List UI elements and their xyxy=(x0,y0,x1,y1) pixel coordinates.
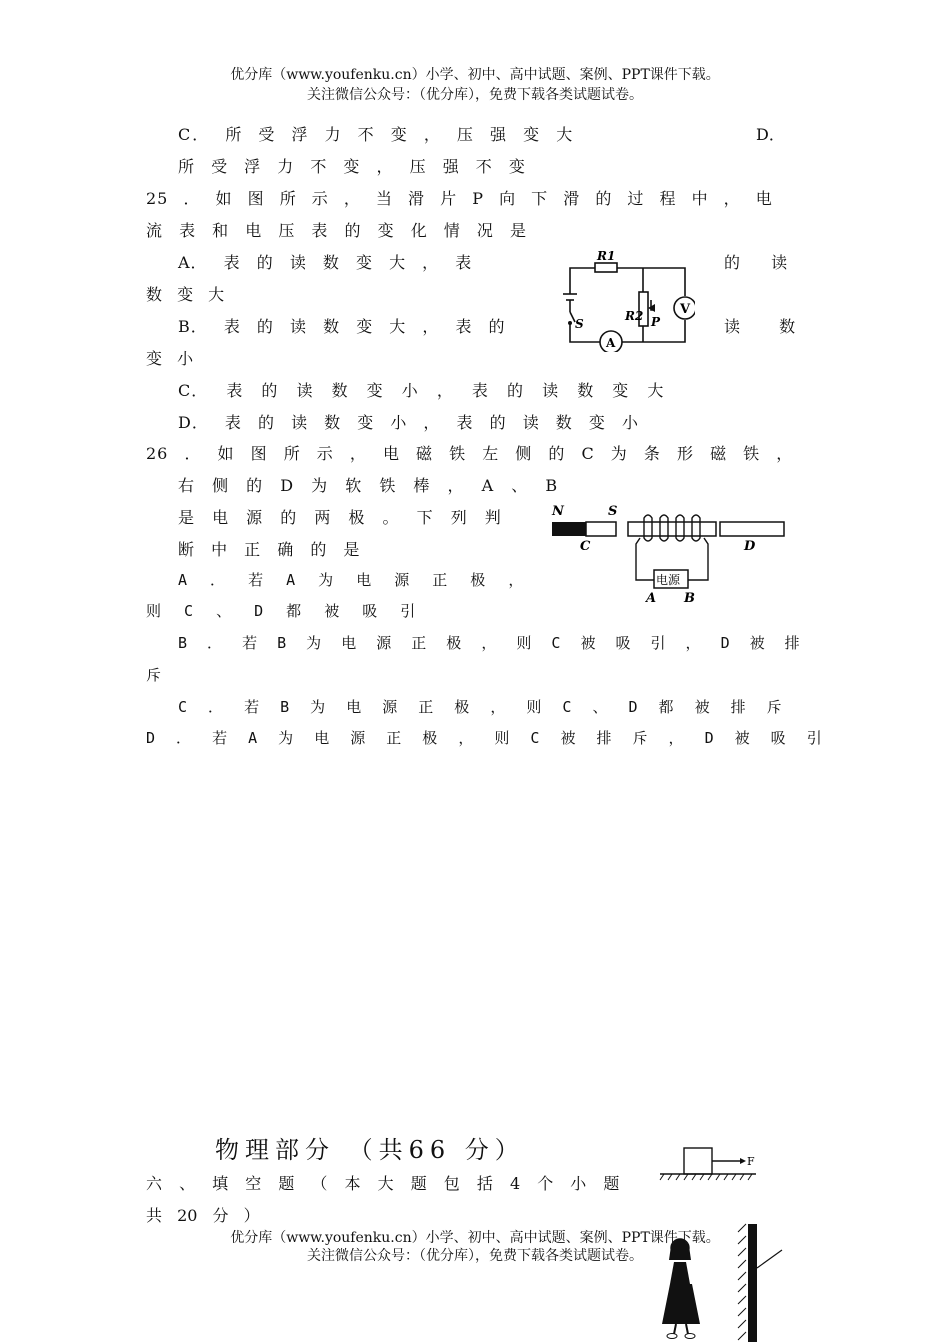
q24-option-d-text: 所 受 浮 力 不 变 ， 压 强 不 变 xyxy=(178,157,527,176)
q26-option-c: C ． 若 B 为 电 源 正 极 ， 则 C 、 D 都 被 排 斥 xyxy=(178,698,782,716)
q26-option-d: D ． 若 A 为 电 源 正 极 ， 则 C 被 排 斥 ， D 被 吸 引 xyxy=(146,729,822,747)
q25-option-d: D． 表 的 读 数 变 小 ， 表 的 读 数 变 小 xyxy=(178,413,639,432)
s-label: S xyxy=(575,317,584,331)
footer-line-2: 关注微信公众号：（优分库），免费下载各类试题试卷。 xyxy=(307,1248,643,1264)
pole-a-label: A xyxy=(646,591,657,606)
magnet-c-label: C xyxy=(580,539,591,554)
rod-d-label: D xyxy=(744,539,756,554)
block-force-diagram xyxy=(656,1142,760,1182)
q26-stem-line1: 26 ． 如 图 所 示 ， 电 磁 铁 左 侧 的 C 为 条 形 磁 铁 ， xyxy=(146,444,794,463)
power-supply-label: 电源 xyxy=(656,573,681,587)
q25-stem-line1: 25 ． 如 图 所 示 ， 当 滑 片 P 向 下 滑 的 过 程 中 ， 电 xyxy=(146,189,773,208)
magnet-n-label: N xyxy=(552,504,564,519)
p-label: P xyxy=(651,315,661,329)
q25-stem-line2: 流 表 和 电 压 表 的 变 化 情 况 是 xyxy=(146,221,527,240)
q26-stem-line3: 是 电 源 的 两 极 。 下 列 判 xyxy=(178,508,502,527)
q26-option-a-line1: A ． 若 A 为 电 源 正 极 ， xyxy=(178,571,525,589)
magnet-s-label: S xyxy=(608,504,618,519)
footer-line-1: 优分库（www.youfenku.cn）小学、初中、高中试题、案例、PPT课件下载。 xyxy=(230,1230,720,1246)
q25-option-c: C． 表 的 读 数 变 小 ， 表 的 读 数 变 大 xyxy=(178,381,665,400)
ammeter-label: A xyxy=(606,336,616,350)
header-line-2: 关注微信公众号：（优分库），免费下载各类试题试卷。 xyxy=(307,87,643,103)
q25-option-b-line2: 变 小 xyxy=(146,349,194,368)
q25-option-a-line1: A． 表 的 读 数 变 大 ， 表 xyxy=(178,253,473,272)
q25-option-a-line2: 数 变 大 xyxy=(146,285,225,304)
section-six-line1: 六 、 填 空 题 （ 本 大 题 包 括 4 个 小 题 xyxy=(146,1174,621,1193)
voltmeter-label: V xyxy=(680,302,691,317)
r2-label: R2 xyxy=(625,309,644,323)
q25-circuit-diagram xyxy=(555,248,695,352)
r1-label: R1 xyxy=(597,249,616,263)
section-six-line2: 共 20 分 ） xyxy=(146,1206,260,1225)
q26-option-b-line2: 斥 xyxy=(146,666,162,684)
q26-electromagnet-diagram xyxy=(548,498,790,606)
force-label: F xyxy=(747,1155,755,1168)
q26-option-a-line2: 则 C 、 D 都 被 吸 引 xyxy=(146,602,417,620)
q24-option-c: C． 所 受 浮 力 不 变 ， 压 强 变 大 xyxy=(178,125,575,144)
q26-option-b-line1: B ． 若 B 为 电 源 正 极 ， 则 C 被 吸 引 ， D 被 排 xyxy=(178,634,800,652)
q26-stem-line2: 右 侧 的 D 为 软 铁 棒 ， A 、 B xyxy=(178,476,559,495)
pole-b-label: B xyxy=(684,591,695,606)
section-title: 物理部分 （共66 分） xyxy=(215,1136,525,1164)
q25-option-a-end: 的 读 xyxy=(724,253,788,272)
q25-option-b-end: 读 数 xyxy=(724,317,796,336)
q26-stem-line4: 断 中 正 确 的 是 xyxy=(178,540,361,559)
q25-option-b-line1: B． 表 的 读 数 变 大 ， 表 的 xyxy=(178,317,506,336)
q24-option-d-label: D． xyxy=(756,125,785,144)
header-line-1: 优分库（www.youfenku.cn）小学、初中、高中试题、案例、PPT课件下载。 xyxy=(230,67,720,83)
